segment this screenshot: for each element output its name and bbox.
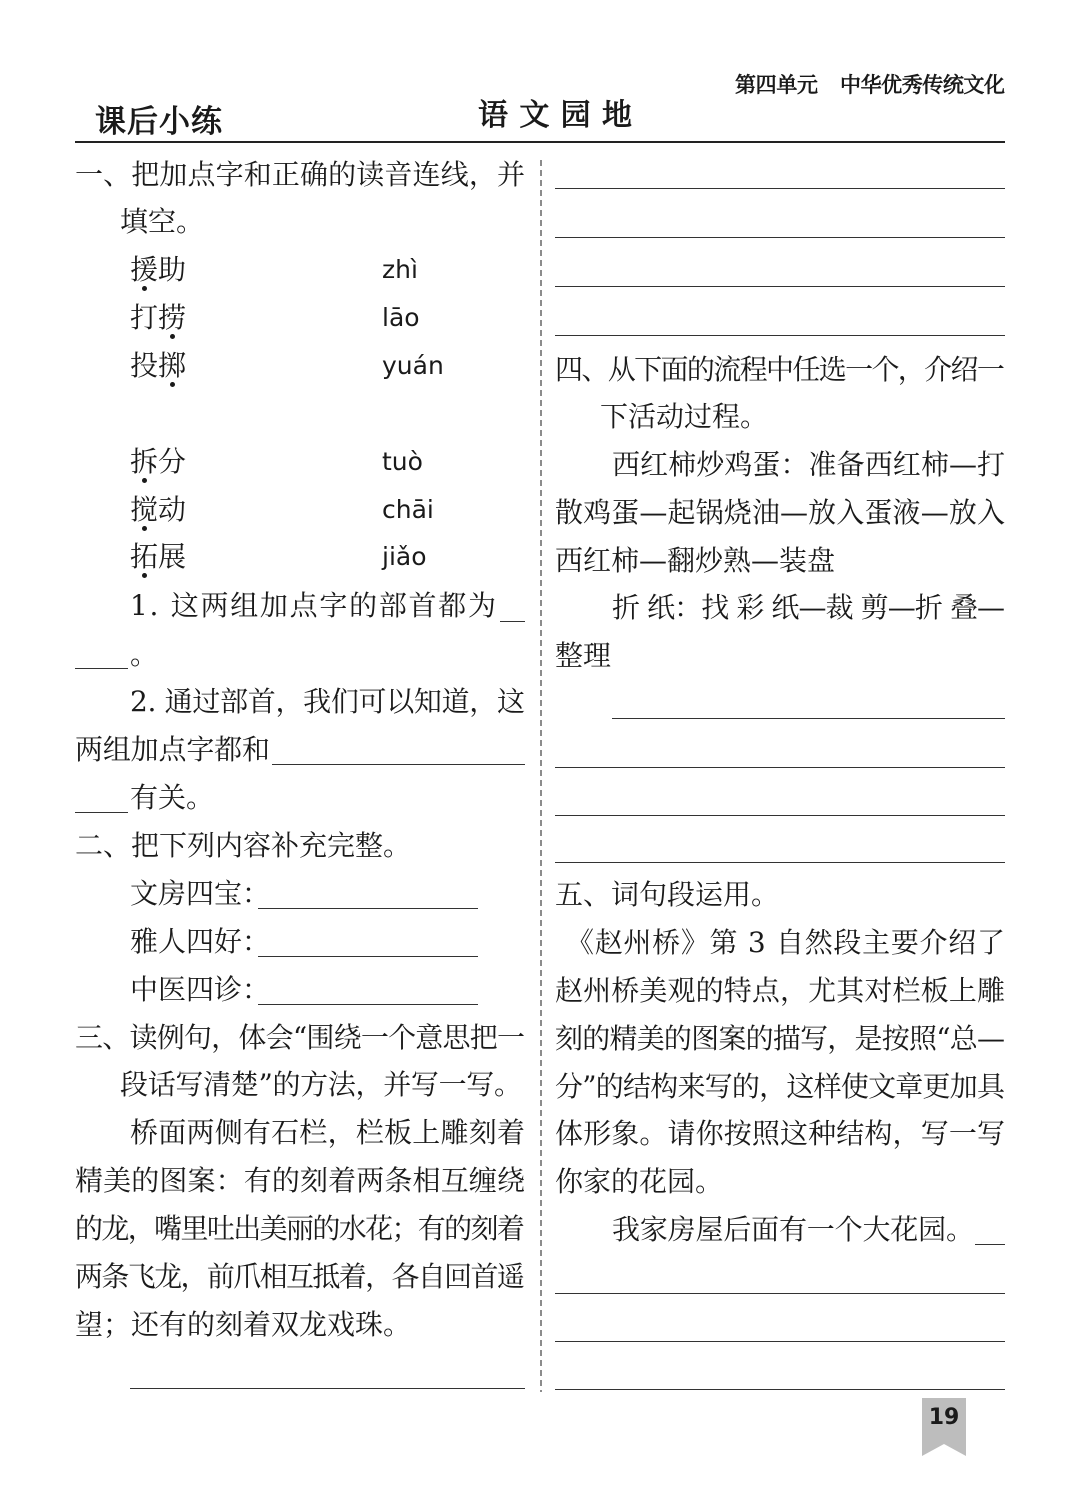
target-word — [130, 539, 186, 575]
question-5-prompt-line: 你家的花园。 — [555, 1165, 724, 1198]
question-5-prompt-line: 体形象。请你按照这种结构，写一写 — [555, 1117, 1006, 1150]
answer-blank — [500, 621, 525, 622]
emphasis-dot — [170, 334, 175, 339]
target-word-text: 投掷 — [130, 349, 187, 382]
question-5-prompt-line: 刻的精美的图案的描写，是按照“总— — [555, 1022, 1005, 1055]
pinyin-option: tuò — [382, 447, 423, 476]
process-option-line: 散鸡蛋—起锅烧油—放入蛋液—放入 — [555, 496, 1006, 529]
sub-question-2: 两组加点字都和 — [75, 733, 270, 766]
answer-line — [555, 862, 1005, 863]
target-word — [130, 252, 186, 288]
answer-line — [555, 188, 1005, 189]
target-word — [130, 492, 186, 528]
pinyin-option: lāo — [382, 303, 420, 332]
answer-blank — [75, 812, 128, 813]
writing-starter: 我家房屋后面有一个大花园。 — [612, 1213, 974, 1246]
page-title: 语 文 园 地 — [478, 98, 633, 133]
example-paragraph-line: 桥面两侧有石栏，栏板上雕刻着 — [130, 1116, 526, 1149]
question-2-heading: 二、把下列内容补充完整。 — [75, 829, 412, 862]
answer-line — [555, 767, 1005, 768]
sub-question-1: 。 — [130, 638, 159, 671]
answer-blank — [258, 908, 478, 909]
pinyin-option: zhì — [382, 255, 418, 284]
question-5-prompt-line: 赵州桥美观的特点，尤其对栏板上雕 — [555, 974, 1006, 1007]
target-word — [130, 444, 186, 480]
answer-line — [555, 286, 1005, 287]
emphasis-dot — [142, 286, 147, 291]
answer-line — [612, 718, 1005, 719]
question-1-heading: 一、把加点字和正确的读音连线，并 — [75, 158, 526, 191]
answer-blank — [75, 668, 128, 669]
pinyin-option: yuán — [382, 351, 444, 380]
unit-label: 第四单元 — [735, 73, 818, 97]
emphasis-dot — [142, 573, 147, 578]
answer-blank — [975, 1244, 1005, 1245]
emphasis-dot — [170, 382, 175, 387]
process-option-line: 整理 — [555, 639, 612, 672]
page-number: 19 — [928, 1405, 960, 1430]
example-paragraph-line: 两条飞龙，前爪相互抵着，各自回首遥 — [75, 1260, 524, 1293]
pinyin-option: chāi — [382, 495, 434, 524]
target-word-text: 拆分 — [130, 445, 187, 478]
answer-line — [130, 1388, 525, 1389]
example-paragraph-line: 望；还有的刻着双龙戏珠。 — [75, 1308, 412, 1341]
target-word-text: 搅动 — [130, 493, 187, 526]
question-4-heading: 下活动过程。 — [600, 400, 769, 433]
answer-blank — [258, 956, 478, 957]
sub-question-2: 2. 通过部首，我们可以知道，这 — [130, 685, 525, 718]
answer-line — [555, 1341, 1005, 1342]
fill-item-label: 中医四诊： — [130, 973, 271, 1006]
pinyin-option: jiǎo — [382, 542, 427, 571]
answer-blank — [258, 1004, 478, 1005]
unit-theme-label: 中华优秀传统文化 — [840, 73, 1005, 97]
target-word — [130, 300, 186, 336]
answer-line — [555, 1293, 1005, 1294]
target-word — [130, 348, 186, 384]
answer-blank — [272, 764, 525, 765]
question-3-heading: 三、读例句，体会“围绕一个意思把一 — [75, 1021, 525, 1054]
target-word-text: 打捞 — [130, 301, 187, 334]
question-5-heading: 五、词句段运用。 — [555, 878, 780, 911]
question-1-heading: 填空。 — [120, 205, 205, 238]
target-word-text: 拓展 — [130, 540, 187, 573]
sub-question-2: 有关。 — [130, 781, 215, 814]
answer-line — [555, 237, 1005, 238]
answer-line — [555, 335, 1005, 336]
answer-line — [555, 815, 1005, 816]
emphasis-dot — [142, 526, 147, 531]
example-paragraph-line: 的龙，嘴里吐出美丽的水花；有的刻着 — [75, 1212, 524, 1245]
target-word-text: 援助 — [130, 253, 187, 286]
answer-line — [555, 1389, 1005, 1390]
question-3-heading: 段话写清楚”的方法，并写一写。 — [120, 1068, 522, 1101]
fill-item-label: 雅人四好： — [130, 925, 271, 958]
section-tag: 课后小练 — [95, 104, 223, 140]
process-option-line: 折 纸：找 彩 纸—裁 剪—折 叠— — [612, 591, 1005, 624]
question-4-heading: 四、从下面的流程中任选一个，介绍一 — [555, 353, 1004, 386]
fill-item-label: 文房四宝： — [130, 877, 271, 910]
process-option-line: 西红柿—翻炒熟—装盘 — [555, 544, 836, 577]
header-rule — [75, 141, 1005, 143]
emphasis-dot — [142, 478, 147, 483]
process-option-line: 西红柿炒鸡蛋：准备西红柿—打 — [612, 448, 1006, 481]
question-5-prompt-line: 分”的结构来写的，这样使文章更加具 — [555, 1070, 1005, 1103]
column-divider — [540, 160, 542, 1392]
question-5-prompt-line: 《赵州桥》第 3 自然段主要介绍了 — [566, 926, 1006, 959]
sub-question-1: 1. 这两组加点字的部首都为 — [130, 589, 498, 622]
example-paragraph-line: 精美的图案：有的刻着两条相互缠绕 — [75, 1164, 526, 1197]
page-number-tab — [922, 1398, 966, 1456]
